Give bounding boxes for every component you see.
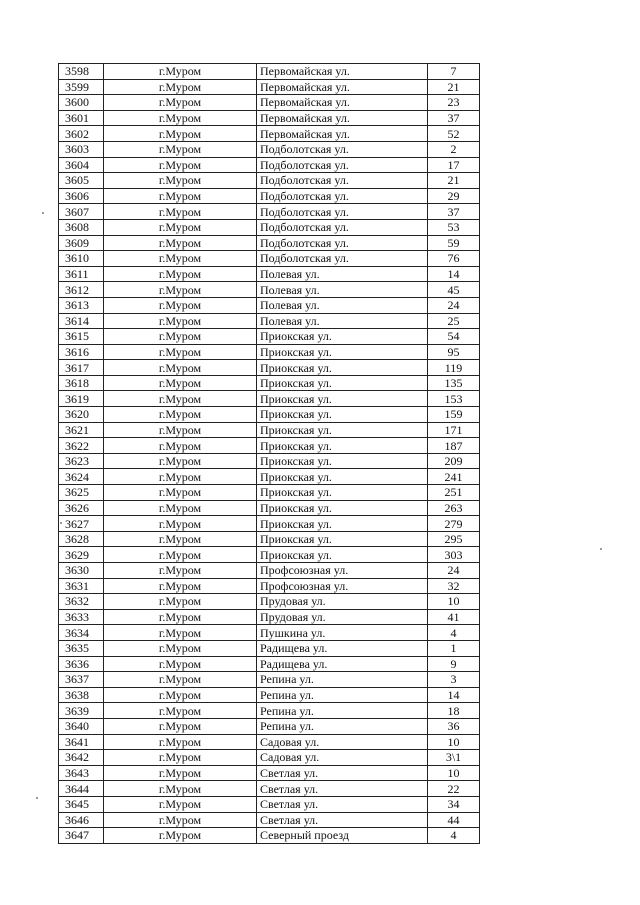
row-number: 3599: [59, 79, 104, 95]
row-city: г.Муром: [104, 173, 257, 189]
row-street: Светлая ул.: [257, 812, 428, 828]
row-city: г.Муром: [104, 297, 257, 313]
row-number: 3632: [59, 594, 104, 610]
row-house-number: 135: [428, 375, 480, 391]
row-street: Приокская ул.: [257, 453, 428, 469]
table-row: [59, 95, 480, 111]
table-row: [59, 812, 480, 828]
row-number: 3613: [59, 297, 104, 313]
row-street: Полевая ул.: [257, 313, 428, 329]
row-city: г.Муром: [104, 500, 257, 516]
row-street: Первомайская ул.: [257, 95, 428, 111]
table-row: [59, 110, 480, 126]
row-house-number: 32: [428, 578, 480, 594]
row-house-number: 54: [428, 329, 480, 345]
row-street: Северный проезд: [257, 828, 428, 844]
table-row: [59, 625, 480, 641]
table-row: [59, 157, 480, 173]
row-house-number: 295: [428, 531, 480, 547]
row-street: Приокская ул.: [257, 531, 428, 547]
row-street: Подболотская ул.: [257, 235, 428, 251]
row-number: 3615: [59, 329, 104, 345]
row-street: Репина ул.: [257, 687, 428, 703]
row-street: Первомайская ул.: [257, 110, 428, 126]
row-street: Подболотская ул.: [257, 157, 428, 173]
row-street: Подболотская ул.: [257, 251, 428, 267]
table-row: [59, 485, 480, 501]
row-number: 3647: [59, 828, 104, 844]
row-street: Приокская ул.: [257, 516, 428, 532]
row-number: 3601: [59, 110, 104, 126]
row-house-number: 3\1: [428, 750, 480, 766]
scan-speck: [60, 522, 62, 524]
row-house-number: 21: [428, 79, 480, 95]
row-city: г.Муром: [104, 765, 257, 781]
row-city: г.Муром: [104, 391, 257, 407]
row-house-number: 9: [428, 656, 480, 672]
table-row: [59, 516, 480, 532]
row-house-number: 45: [428, 282, 480, 298]
row-house-number: 119: [428, 360, 480, 376]
row-house-number: 3: [428, 672, 480, 688]
row-number: 3604: [59, 157, 104, 173]
table-row: [59, 235, 480, 251]
table-row: [59, 79, 480, 95]
row-house-number: 153: [428, 391, 480, 407]
row-city: г.Муром: [104, 95, 257, 111]
table-row: [59, 438, 480, 454]
row-street: Пушкина ул.: [257, 625, 428, 641]
row-city: г.Муром: [104, 594, 257, 610]
row-number: 3644: [59, 781, 104, 797]
row-city: г.Муром: [104, 141, 257, 157]
row-city: г.Муром: [104, 266, 257, 282]
row-house-number: 53: [428, 219, 480, 235]
row-house-number: 76: [428, 251, 480, 267]
table-row: [59, 282, 480, 298]
row-number: 3616: [59, 344, 104, 360]
row-city: г.Муром: [104, 812, 257, 828]
row-number: 3602: [59, 126, 104, 142]
row-number: 3603: [59, 141, 104, 157]
row-city: г.Муром: [104, 703, 257, 719]
row-street: Репина ул.: [257, 718, 428, 734]
row-number: 3600: [59, 95, 104, 111]
row-house-number: 25: [428, 313, 480, 329]
row-street: Приокская ул.: [257, 438, 428, 454]
row-street: Подболотская ул.: [257, 173, 428, 189]
row-number: 3622: [59, 438, 104, 454]
row-house-number: 10: [428, 594, 480, 610]
row-city: г.Муром: [104, 282, 257, 298]
row-city: г.Муром: [104, 718, 257, 734]
row-city: г.Муром: [104, 687, 257, 703]
row-street: Приокская ул.: [257, 469, 428, 485]
row-number: 3627: [59, 516, 104, 532]
row-number: 3624: [59, 469, 104, 485]
row-house-number: 10: [428, 765, 480, 781]
row-street: Первомайская ул.: [257, 79, 428, 95]
row-house-number: 4: [428, 828, 480, 844]
row-city: г.Муром: [104, 672, 257, 688]
row-house-number: 23: [428, 95, 480, 111]
row-house-number: 159: [428, 407, 480, 423]
row-city: г.Муром: [104, 188, 257, 204]
row-house-number: 17: [428, 157, 480, 173]
row-number: 3635: [59, 640, 104, 656]
row-street: Первомайская ул.: [257, 64, 428, 80]
row-house-number: 241: [428, 469, 480, 485]
table-row: [59, 718, 480, 734]
row-number: 3614: [59, 313, 104, 329]
row-house-number: 1: [428, 640, 480, 656]
row-number: 3630: [59, 563, 104, 579]
row-street: Садовая ул.: [257, 734, 428, 750]
row-number: 3623: [59, 453, 104, 469]
row-street: Репина ул.: [257, 703, 428, 719]
row-number: 3634: [59, 625, 104, 641]
row-city: г.Муром: [104, 422, 257, 438]
row-city: г.Муром: [104, 734, 257, 750]
row-city: г.Муром: [104, 485, 257, 501]
row-city: г.Муром: [104, 219, 257, 235]
row-street: Подболотская ул.: [257, 141, 428, 157]
row-house-number: 171: [428, 422, 480, 438]
table-row: [59, 531, 480, 547]
table-row: [59, 375, 480, 391]
row-house-number: 36: [428, 718, 480, 734]
row-street: Подболотская ул.: [257, 219, 428, 235]
row-street: Светлая ул.: [257, 796, 428, 812]
row-house-number: 18: [428, 703, 480, 719]
row-street: Подболотская ул.: [257, 188, 428, 204]
row-house-number: 52: [428, 126, 480, 142]
row-street: Приокская ул.: [257, 391, 428, 407]
row-city: г.Муром: [104, 640, 257, 656]
row-street: Первомайская ул.: [257, 126, 428, 142]
row-house-number: 7: [428, 64, 480, 80]
row-number: 3609: [59, 235, 104, 251]
table-row: [59, 734, 480, 750]
row-number: 3626: [59, 500, 104, 516]
row-street: Приокская ул.: [257, 375, 428, 391]
table-row: [59, 297, 480, 313]
row-street: Садовая ул.: [257, 750, 428, 766]
address-table-body: [59, 64, 480, 844]
row-city: г.Муром: [104, 344, 257, 360]
row-city: г.Муром: [104, 360, 257, 376]
row-street: Радищева ул.: [257, 640, 428, 656]
table-row: [59, 781, 480, 797]
row-number: 3628: [59, 531, 104, 547]
row-city: г.Муром: [104, 516, 257, 532]
row-house-number: 59: [428, 235, 480, 251]
row-number: 3619: [59, 391, 104, 407]
table-row: [59, 656, 480, 672]
row-city: г.Муром: [104, 329, 257, 345]
table-row: [59, 422, 480, 438]
address-table: [58, 63, 480, 844]
row-street: Приокская ул.: [257, 407, 428, 423]
table-row: [59, 344, 480, 360]
table-row: [59, 609, 480, 625]
row-city: г.Муром: [104, 609, 257, 625]
table-row: [59, 173, 480, 189]
row-house-number: 21: [428, 173, 480, 189]
scan-speck: [42, 212, 44, 214]
row-number: 3620: [59, 407, 104, 423]
row-house-number: 209: [428, 453, 480, 469]
row-street: Полевая ул.: [257, 297, 428, 313]
row-number: 3611: [59, 266, 104, 282]
row-street: Полевая ул.: [257, 266, 428, 282]
row-city: г.Муром: [104, 126, 257, 142]
table-row: [59, 594, 480, 610]
row-number: 3642: [59, 750, 104, 766]
row-city: г.Муром: [104, 375, 257, 391]
row-city: г.Муром: [104, 157, 257, 173]
row-city: г.Муром: [104, 531, 257, 547]
row-city: г.Муром: [104, 453, 257, 469]
table-row: [59, 796, 480, 812]
row-city: г.Муром: [104, 796, 257, 812]
row-city: г.Муром: [104, 578, 257, 594]
table-row: [59, 828, 480, 844]
row-street: Профсоюзная ул.: [257, 578, 428, 594]
row-street: Репина ул.: [257, 672, 428, 688]
row-street: Приокская ул.: [257, 360, 428, 376]
table-row: [59, 469, 480, 485]
row-number: 3629: [59, 547, 104, 563]
table-row: [59, 453, 480, 469]
row-street: Прудовая ул.: [257, 609, 428, 625]
row-number: 3612: [59, 282, 104, 298]
row-street: Приокская ул.: [257, 485, 428, 501]
row-house-number: 251: [428, 485, 480, 501]
table-row: [59, 500, 480, 516]
row-number: 3645: [59, 796, 104, 812]
row-street: Профсоюзная ул.: [257, 563, 428, 579]
row-city: г.Муром: [104, 781, 257, 797]
table-row: [59, 219, 480, 235]
row-number: 3618: [59, 375, 104, 391]
row-city: г.Муром: [104, 110, 257, 126]
row-street: Приокская ул.: [257, 344, 428, 360]
row-house-number: 279: [428, 516, 480, 532]
scan-speck: [36, 797, 38, 799]
row-city: г.Муром: [104, 64, 257, 80]
table-row: [59, 672, 480, 688]
row-city: г.Муром: [104, 313, 257, 329]
table-row: [59, 188, 480, 204]
row-house-number: 37: [428, 204, 480, 220]
row-street: Светлая ул.: [257, 765, 428, 781]
table-row: [59, 687, 480, 703]
table-row: [59, 578, 480, 594]
row-number: 3631: [59, 578, 104, 594]
row-number: 3608: [59, 219, 104, 235]
row-number: 3643: [59, 765, 104, 781]
row-city: г.Муром: [104, 547, 257, 563]
row-house-number: 14: [428, 266, 480, 282]
row-house-number: 24: [428, 563, 480, 579]
table-row: [59, 126, 480, 142]
row-street: Приокская ул.: [257, 547, 428, 563]
row-city: г.Муром: [104, 204, 257, 220]
row-number: 3598: [59, 64, 104, 80]
row-number: 3638: [59, 687, 104, 703]
row-street: Подболотская ул.: [257, 204, 428, 220]
row-number: 3646: [59, 812, 104, 828]
row-number: 3641: [59, 734, 104, 750]
table-row: [59, 640, 480, 656]
row-city: г.Муром: [104, 407, 257, 423]
row-house-number: 2: [428, 141, 480, 157]
table-row: [59, 141, 480, 157]
row-house-number: 41: [428, 609, 480, 625]
row-city: г.Муром: [104, 79, 257, 95]
table-row: [59, 563, 480, 579]
row-street: Приокская ул.: [257, 329, 428, 345]
row-house-number: 95: [428, 344, 480, 360]
row-city: г.Муром: [104, 235, 257, 251]
row-city: г.Муром: [104, 251, 257, 267]
row-house-number: 37: [428, 110, 480, 126]
row-house-number: 29: [428, 188, 480, 204]
table-row: [59, 329, 480, 345]
row-number: 3610: [59, 251, 104, 267]
row-city: г.Муром: [104, 625, 257, 641]
table-row: [59, 204, 480, 220]
row-street: Светлая ул.: [257, 781, 428, 797]
row-city: г.Муром: [104, 656, 257, 672]
row-house-number: 10: [428, 734, 480, 750]
table-row: [59, 251, 480, 267]
row-number: 3636: [59, 656, 104, 672]
table-row: [59, 547, 480, 563]
row-house-number: 34: [428, 796, 480, 812]
row-city: г.Муром: [104, 438, 257, 454]
table-row: [59, 360, 480, 376]
row-number: 3607: [59, 204, 104, 220]
row-house-number: 4: [428, 625, 480, 641]
row-house-number: 303: [428, 547, 480, 563]
row-street: Полевая ул.: [257, 282, 428, 298]
row-number: 3639: [59, 703, 104, 719]
table-row: [59, 703, 480, 719]
row-house-number: 22: [428, 781, 480, 797]
scan-speck: [600, 548, 602, 550]
row-house-number: 263: [428, 500, 480, 516]
row-house-number: 14: [428, 687, 480, 703]
table-row: [59, 64, 480, 80]
row-street: Приокская ул.: [257, 500, 428, 516]
row-house-number: 24: [428, 297, 480, 313]
row-number: 3640: [59, 718, 104, 734]
table-row: [59, 313, 480, 329]
table-row: [59, 266, 480, 282]
row-number: 3633: [59, 609, 104, 625]
table-row: [59, 407, 480, 423]
row-number: 3637: [59, 672, 104, 688]
row-city: г.Муром: [104, 750, 257, 766]
row-number: 3625: [59, 485, 104, 501]
row-house-number: 187: [428, 438, 480, 454]
table-row: [59, 750, 480, 766]
row-number: 3605: [59, 173, 104, 189]
row-city: г.Муром: [104, 469, 257, 485]
row-number: 3606: [59, 188, 104, 204]
row-city: г.Муром: [104, 828, 257, 844]
row-street: Радищева ул.: [257, 656, 428, 672]
row-street: Прудовая ул.: [257, 594, 428, 610]
table-row: [59, 391, 480, 407]
row-number: 3621: [59, 422, 104, 438]
row-number: 3617: [59, 360, 104, 376]
row-city: г.Муром: [104, 563, 257, 579]
row-street: Приокская ул.: [257, 422, 428, 438]
row-house-number: 44: [428, 812, 480, 828]
table-row: [59, 765, 480, 781]
